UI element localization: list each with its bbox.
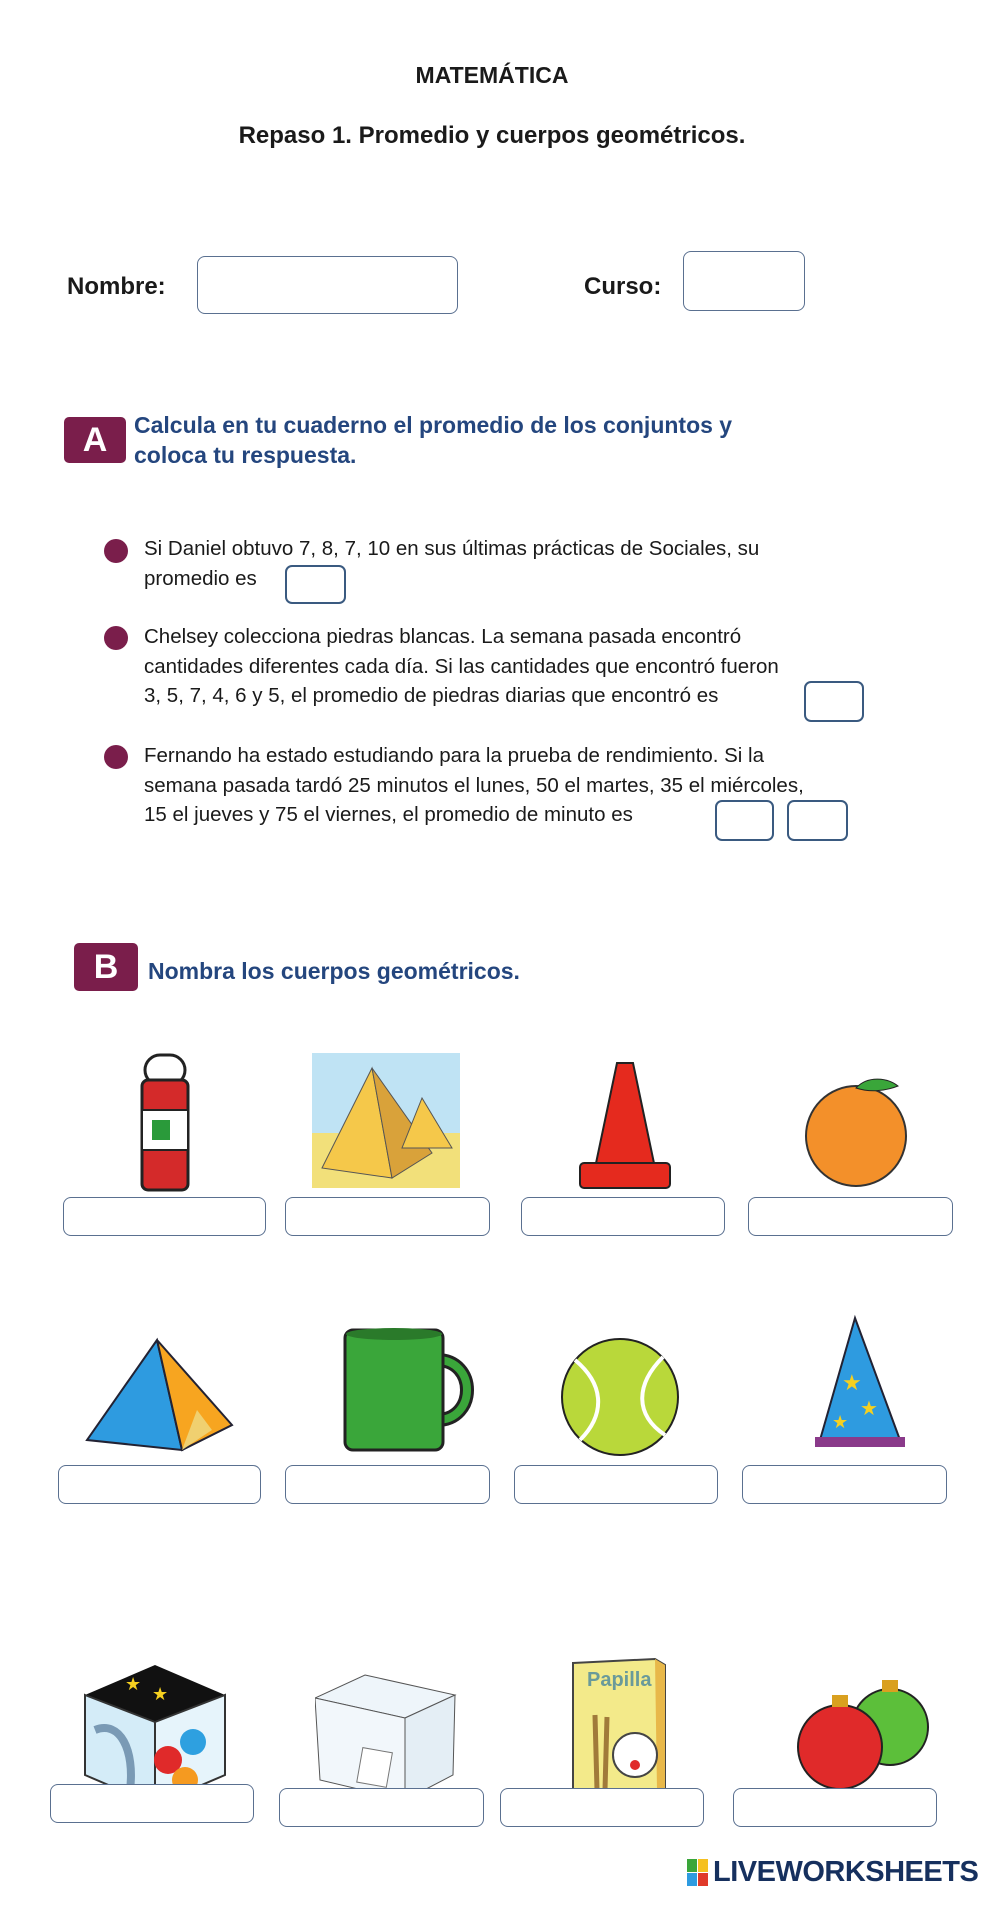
orange-icon [798,1070,918,1190]
live-logo-icon [687,1859,709,1887]
svg-text:★: ★ [832,1412,849,1432]
course-label: Curso: [584,273,662,300]
cereal-box-icon [565,1655,670,1805]
shape-name-input[interactable] [500,1788,704,1827]
name-label: Nombre: [67,273,166,300]
question-2-line: cantidades diferentes cada día. Si las cantidades que encontró fueron [144,655,779,678]
pyramids-icon [312,1053,460,1188]
liveworksheets-logo [687,1856,978,1889]
question-2-line: 3, 5, 7, 4, 6 y 5, el promedio de piedras diarias que encontró es [144,684,719,707]
bullet-icon [104,626,128,650]
ballot-box-icon [315,1670,465,1805]
answer-1-input[interactable] [285,565,346,604]
shape-name-input[interactable] [285,1197,490,1236]
question-3-line: semana pasada tardó 25 minutos el lunes, 50 el martes, 35 el miércoles, [144,774,804,797]
question-1-line: promedio es [144,567,257,590]
worksheet-subtitle: Repaso 1. Promedio y cuerpos geométricos. [238,122,746,149]
logo-text: LIVEWORKSHEETS [713,1856,979,1888]
bullet-icon [104,745,128,769]
shape-name-input[interactable] [63,1197,266,1236]
shape-name-input[interactable] [279,1788,484,1827]
party-hat-icon [810,1310,910,1460]
section-b-instruction: Nombra los cuerpos geométricos. [148,958,520,984]
subject-title: MATEMÁTICA [415,62,569,88]
section-a-badge: A [64,417,126,463]
tennis-ball-icon [555,1335,685,1460]
section-b-badge: B [74,943,138,991]
tent-icon [82,1330,237,1455]
shape-name-input[interactable] [748,1197,953,1236]
svg-text:★: ★ [860,1398,878,1420]
instruction-line: coloca tu respuesta. [134,442,357,468]
shape-name-input[interactable] [733,1788,937,1827]
answer-3a-input[interactable] [715,800,774,841]
answer-3b-input[interactable] [787,800,848,841]
shape-name-input[interactable] [285,1465,490,1504]
traffic-cone-icon [575,1058,675,1193]
svg-text:★: ★ [842,1370,862,1395]
shape-name-input[interactable] [742,1465,947,1504]
shape-name-input[interactable] [50,1784,254,1823]
svg-text:★: ★ [152,1684,169,1704]
question-1-line: Si Daniel obtuvo 7, 8, 7, 10 en sus últimas prácticas de Sociales, su [144,537,760,560]
section-a-instruction [134,410,732,470]
answer-2-input[interactable] [804,681,864,722]
ornaments-icon [790,1665,940,1790]
course-input[interactable] [683,251,805,311]
bullet-icon [104,539,128,563]
question-3-line: Fernando ha estado estudiando para la prueba de rendimiento. Si la [144,744,764,767]
glue-stick-icon [130,1050,200,1198]
mug-icon [337,1320,482,1460]
cereal-box-label: Papilla [587,1669,652,1691]
svg-text:★: ★ [125,1674,142,1694]
shape-name-input[interactable] [58,1465,261,1504]
shape-name-input[interactable] [521,1197,725,1236]
name-input[interactable] [197,256,458,314]
shape-name-input[interactable] [514,1465,718,1504]
question-3-line: 15 el jueves y 75 el viernes, el promedio de minuto es [144,803,633,826]
instruction-line: Calcula en tu cuaderno el promedio de los conjuntos y [134,412,733,438]
question-2-line: Chelsey colecciona piedras blancas. La semana pasada encontró [144,625,742,648]
